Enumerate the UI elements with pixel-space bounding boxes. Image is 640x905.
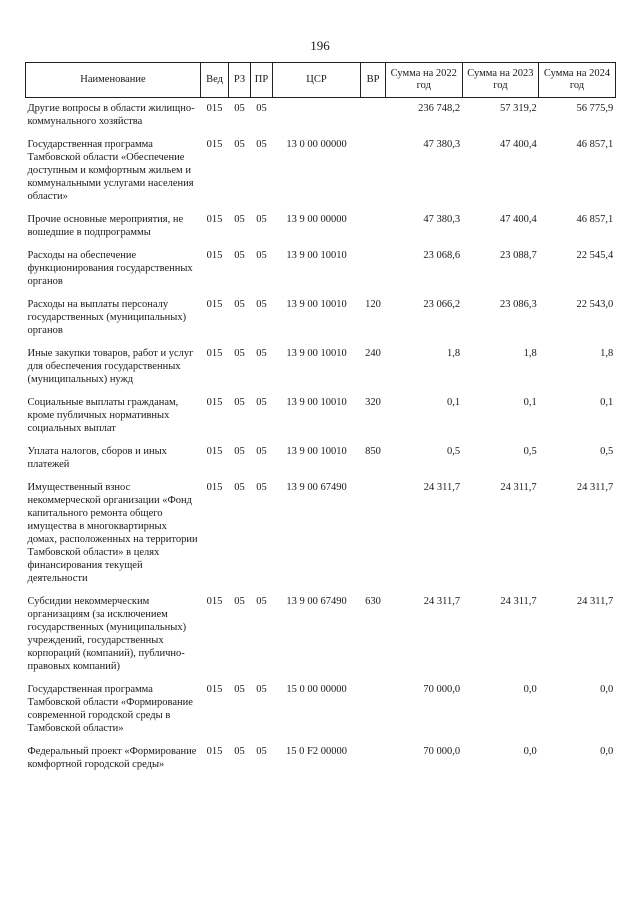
row-pr: 05 (256, 596, 267, 607)
row-rz: 05 (234, 250, 245, 261)
row-vr: 850 (365, 446, 381, 457)
row-rz: 05 (234, 103, 245, 114)
table-row (26, 741, 616, 777)
row-sum-2024: 1,8 (600, 348, 614, 359)
row-ved: 015 (206, 299, 223, 310)
row-sum-2024: 22 543,0 (576, 299, 614, 310)
row-ved: 015 (206, 746, 223, 757)
row-pr: 05 (256, 446, 267, 457)
row-name: Социальные выплаты гражданам, кроме публичных нормативных социальных выплат (27, 397, 179, 434)
row-rz: 05 (234, 684, 245, 695)
row-sum-2022: 23 066,2 (423, 299, 461, 310)
row-sum-2022: 1,8 (446, 348, 461, 359)
row-vr: 630 (365, 596, 381, 607)
row-name: Иные закупки товаров, работ и услуг для обеспечения государственных (муниципальных) нужд (27, 348, 194, 385)
row-rz: 05 (234, 299, 245, 310)
row-rz: 05 (234, 446, 245, 457)
row-name: Имущественный взнос некоммерческой организации «Фонд капитального ремонта общего имущества в многоквартирных домах, расположенных на территории Тамбовской области» в целях финансирования текущей деятельности (27, 482, 198, 584)
row-sum-2023: 23 088,7 (499, 250, 537, 261)
row-name: Уплата налогов, сборов и иных платежей (27, 446, 167, 470)
row-vr (361, 245, 386, 294)
row-pr: 05 (256, 684, 267, 695)
table-row (26, 679, 616, 741)
header-rz: РЗ (229, 63, 251, 98)
row-ved: 015 (206, 139, 223, 150)
row-name: Субсидии некоммерческим организациям (за исключением государственных (муниципальных) учреждений, государственных корпораций (компаний), публично-правовых компаний) (27, 596, 187, 672)
table-row (26, 441, 616, 477)
row-sum-2024: 24 311,7 (576, 482, 614, 493)
row-sum-2023: 57 319,2 (499, 103, 537, 114)
row-rz: 05 (234, 596, 245, 607)
row-vr (361, 477, 386, 591)
row-ved: 015 (206, 250, 223, 261)
table-row (26, 294, 616, 343)
row-sum-2024: 24 311,7 (576, 596, 614, 607)
row-rz: 05 (234, 397, 245, 408)
row-sum-2022: 23 068,6 (423, 250, 461, 261)
table-row (26, 343, 616, 392)
budget-table (25, 62, 616, 777)
row-csr: 13 9 00 10010 (286, 446, 347, 457)
header-name: Наименование (26, 63, 201, 98)
row-ved: 015 (206, 482, 223, 493)
page-number: 196 (310, 38, 330, 53)
row-ved: 015 (206, 446, 223, 457)
row-name: Федеральный проект «Формирование комфортной городской среды» (27, 746, 197, 770)
row-csr: 15 0 00 00000 (286, 684, 347, 695)
row-csr: 13 0 00 00000 (286, 139, 347, 150)
row-vr: 320 (365, 397, 381, 408)
row-vr (361, 741, 386, 777)
row-pr: 05 (256, 250, 267, 261)
row-sum-2023: 0,0 (523, 746, 537, 757)
row-csr: 15 0 F2 00000 (286, 746, 347, 757)
table-row (26, 98, 616, 135)
row-pr: 05 (256, 299, 267, 310)
row-sum-2024: 0,0 (600, 746, 614, 757)
row-sum-2023: 23 086,3 (499, 299, 537, 310)
row-sum-2022: 47 380,3 (423, 139, 461, 150)
row-vr (361, 679, 386, 741)
row-sum-2022: 47 380,3 (423, 214, 461, 225)
header-vr: ВР (361, 63, 386, 98)
row-sum-2024: 46 857,1 (576, 139, 614, 150)
row-pr: 05 (256, 348, 267, 359)
row-sum-2024: 56 775,9 (576, 103, 614, 114)
header-sum-2023: Сумма на 2023 год (462, 63, 539, 98)
row-csr: 13 9 00 67490 (286, 596, 347, 607)
row-pr: 05 (256, 482, 267, 493)
row-vr (361, 98, 386, 135)
row-rz: 05 (234, 139, 245, 150)
row-vr: 120 (365, 299, 381, 310)
row-rz: 05 (234, 746, 245, 757)
row-sum-2022: 70 000,0 (423, 746, 461, 757)
header-sum-2022: Сумма на 2022 год (386, 63, 463, 98)
row-csr: 13 9 00 10010 (286, 250, 347, 261)
row-name: Другие вопросы в области жилищно-коммунального хозяйства (27, 103, 195, 127)
row-sum-2023: 47 400,4 (499, 139, 537, 150)
row-ved: 015 (206, 596, 223, 607)
row-vr: 240 (365, 348, 381, 359)
row-rz: 05 (234, 214, 245, 225)
table-row (26, 134, 616, 209)
row-sum-2022: 24 311,7 (423, 596, 461, 607)
row-name: Расходы на выплаты персоналу государственных (муниципальных) органов (27, 299, 187, 336)
row-csr: 13 9 00 67490 (286, 482, 347, 493)
row-ved: 015 (206, 397, 223, 408)
row-name: Государственная программа Тамбовской области «Формирование современной городской среды в Тамбовской области» (27, 684, 193, 734)
row-csr: 13 9 00 10010 (286, 397, 347, 408)
row-sum-2024: 0,5 (600, 446, 614, 457)
table-row (26, 591, 616, 679)
table-row (26, 392, 616, 441)
row-sum-2023: 0,0 (523, 684, 537, 695)
row-pr: 05 (256, 139, 267, 150)
row-sum-2024: 0,1 (600, 397, 614, 408)
row-ved: 015 (206, 103, 223, 114)
row-vr (361, 134, 386, 209)
row-sum-2022: 0,1 (446, 397, 461, 408)
row-sum-2023: 1,8 (523, 348, 537, 359)
row-pr: 05 (256, 397, 267, 408)
row-csr (273, 98, 361, 135)
row-sum-2024: 46 857,1 (576, 214, 614, 225)
row-sum-2022: 24 311,7 (423, 482, 461, 493)
header-csr: ЦСР (273, 63, 361, 98)
row-sum-2022: 0,5 (446, 446, 461, 457)
row-csr: 13 9 00 10010 (286, 299, 347, 310)
row-sum-2022: 70 000,0 (423, 684, 461, 695)
row-ved: 015 (206, 684, 223, 695)
row-vr (361, 209, 386, 245)
row-pr: 05 (256, 746, 267, 757)
header-ved: Вед (201, 63, 229, 98)
row-rz: 05 (234, 482, 245, 493)
row-sum-2023: 24 311,7 (500, 596, 537, 607)
table-row (26, 477, 616, 591)
table-row (26, 209, 616, 245)
row-sum-2023: 0,1 (523, 397, 537, 408)
header-pr: ПР (251, 63, 273, 98)
row-rz: 05 (234, 348, 245, 359)
row-sum-2024: 22 545,4 (576, 250, 614, 261)
row-pr: 05 (256, 214, 267, 225)
table-body (26, 98, 616, 778)
row-sum-2022: 236 748,2 (418, 103, 461, 114)
row-ved: 015 (206, 348, 223, 359)
row-ved: 015 (206, 214, 223, 225)
row-name: Расходы на обеспечение функционирования государственных органов (27, 250, 193, 287)
table-row (26, 245, 616, 294)
row-name: Прочие основные мероприятия, не вошедшие в подпрограммы (27, 214, 184, 238)
row-sum-2024: 0,0 (600, 684, 614, 695)
header-sum-2024: Сумма на 2024 год (539, 63, 616, 98)
row-name: Государственная программа Тамбовской области «Обеспечение доступным и комфортным жильем и коммунальными услугами населения области» (27, 139, 194, 202)
row-csr: 13 9 00 10010 (286, 348, 347, 359)
row-sum-2023: 24 311,7 (500, 482, 537, 493)
row-pr: 05 (256, 103, 267, 114)
row-sum-2023: 47 400,4 (499, 214, 537, 225)
table-header-row (26, 63, 616, 98)
row-sum-2023: 0,5 (523, 446, 537, 457)
row-csr: 13 9 00 00000 (286, 214, 347, 225)
